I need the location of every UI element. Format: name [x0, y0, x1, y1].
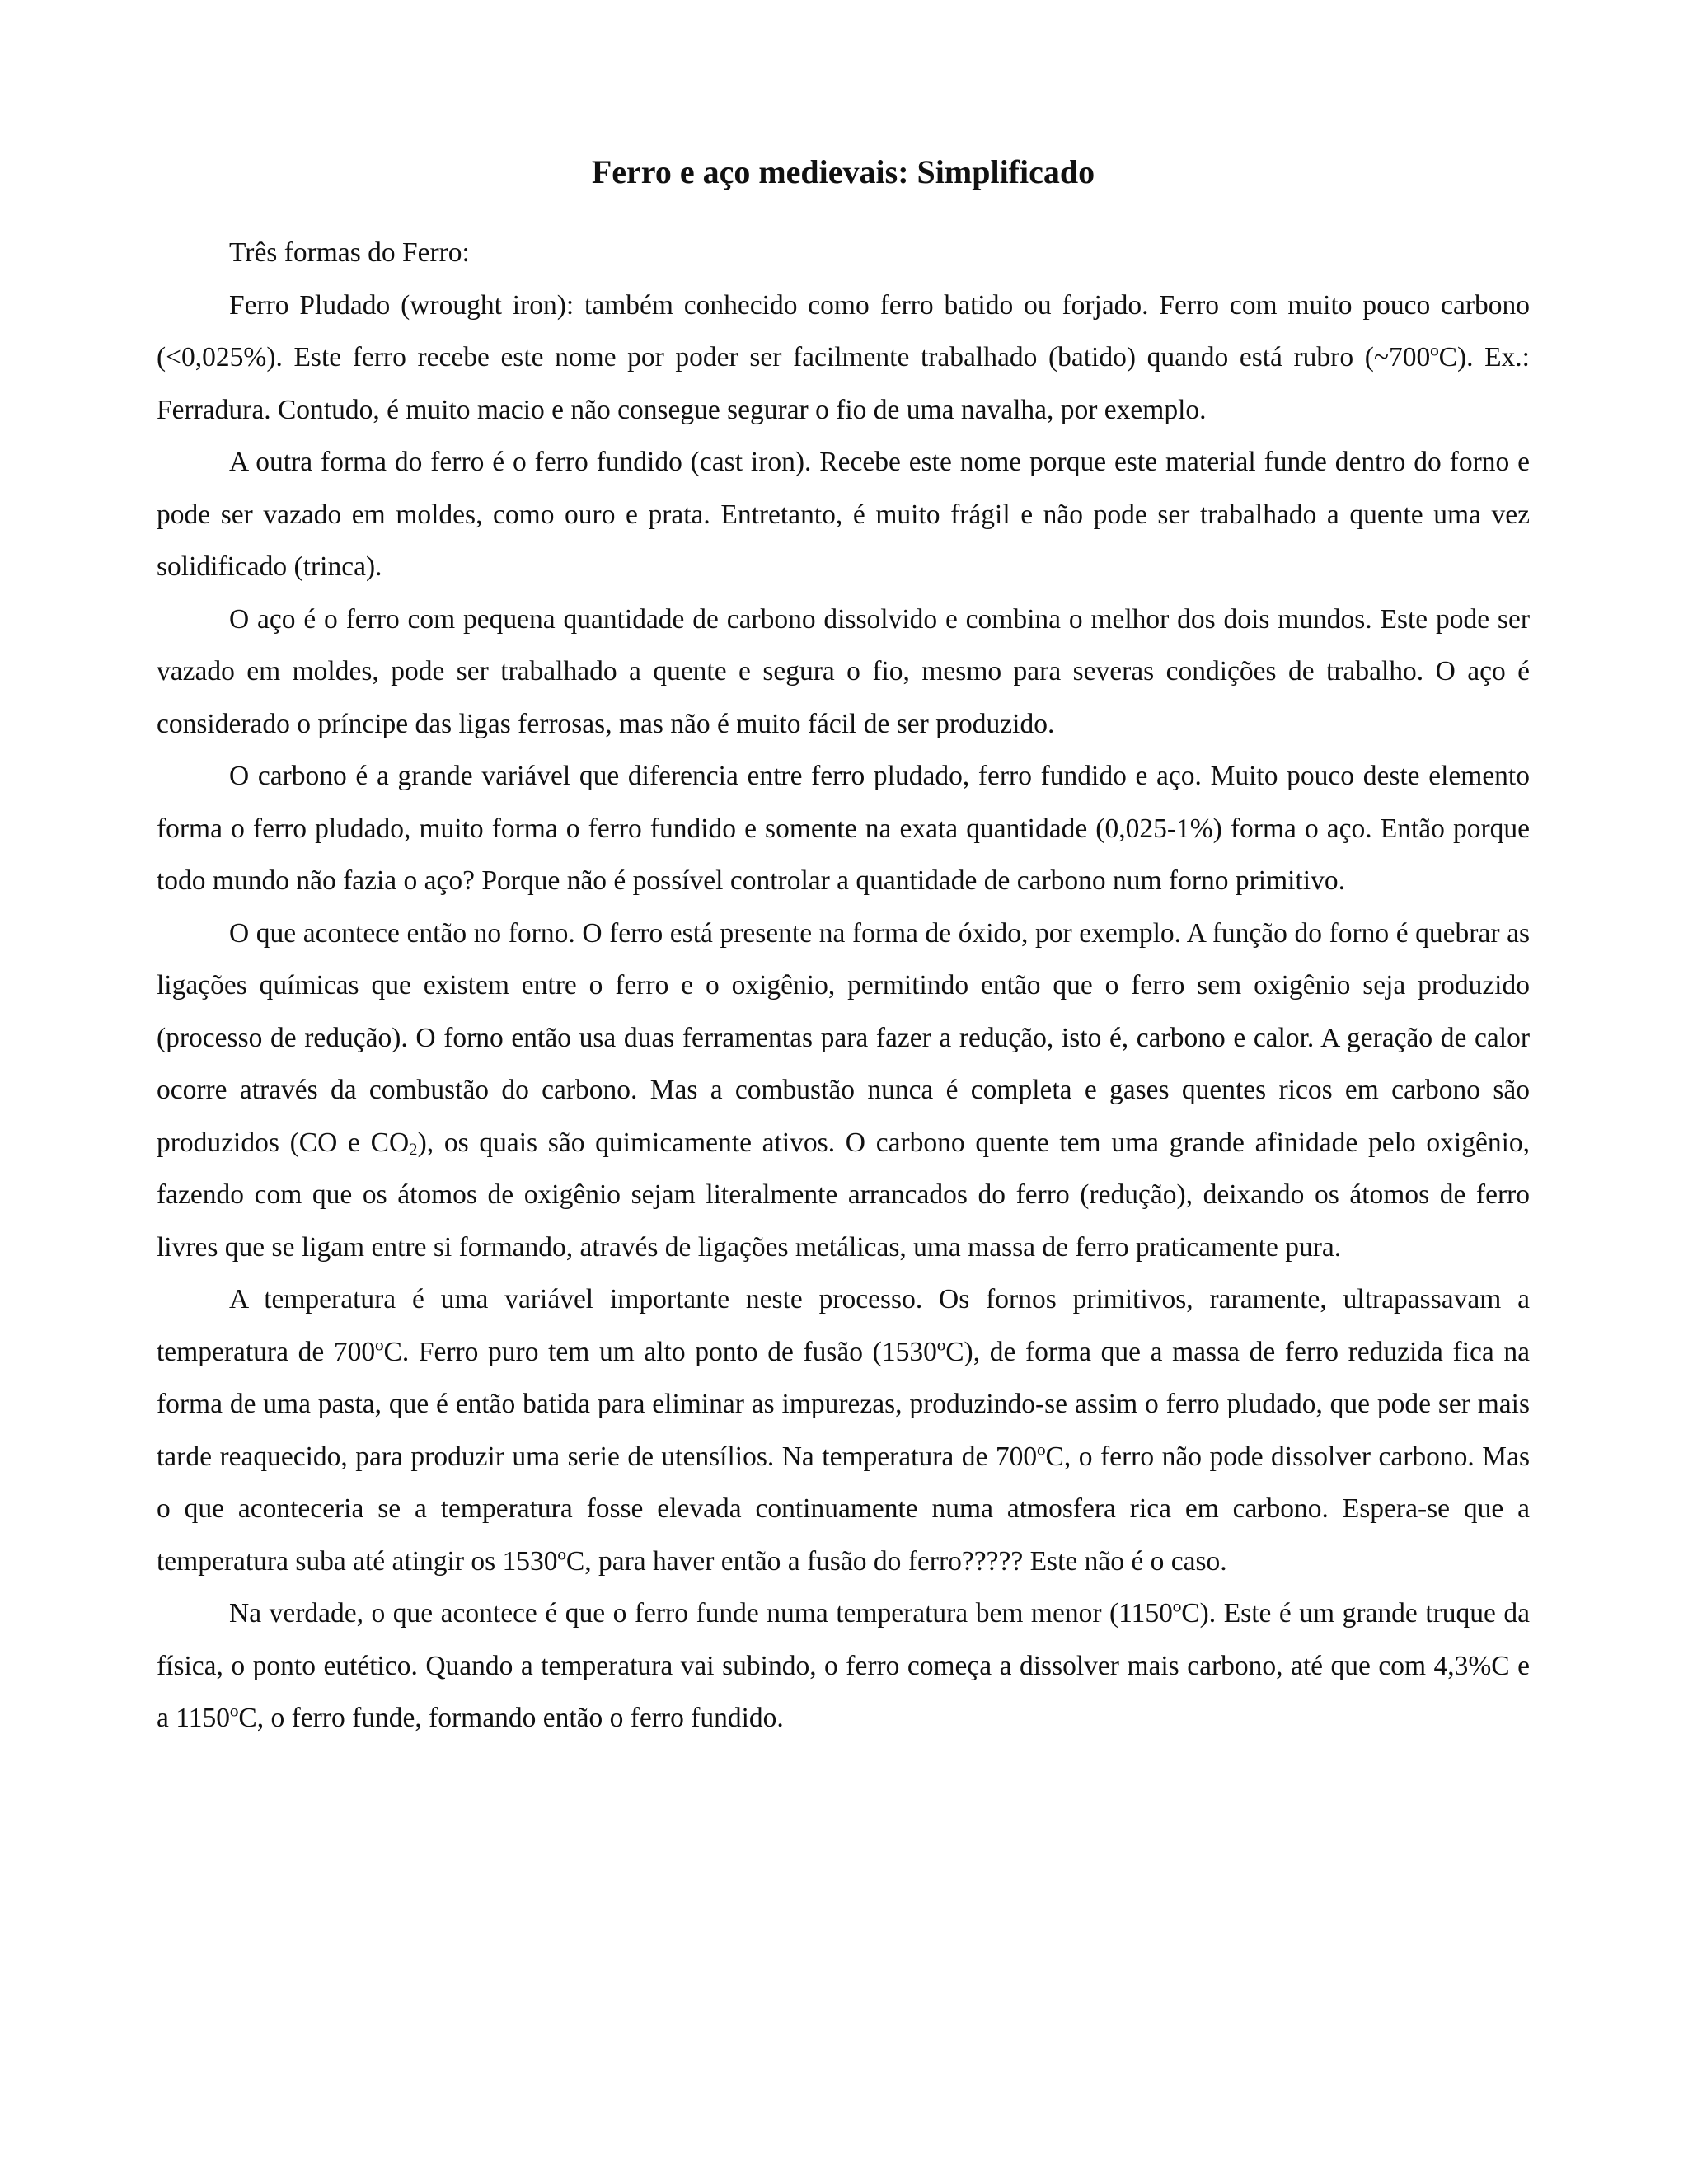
- reduction-text-end: ), os quais são quimicamente ativos. O carbono quente tem uma grande afinidade pelo oxigênio, fazendo com que os átomos de oxigênio sejam literalmente arrancados do ferro (redução), deixando os átomos de ferro livres que se ligam entre si formando, através de ligações metálicas, uma massa de ferro praticamente pura.: [157, 1127, 1530, 1263]
- co2-subscript: 2: [409, 1140, 418, 1160]
- document-title: Ferro e aço medievais: Simplificado: [591, 153, 1095, 190]
- paragraph-eutectic: Na verdade, o que acontece é que o ferro funde numa temperatura bem menor (1150ºC). Este é um grande truque da física, o ponto eutético. Quando a temperatura vai subindo, o ferro começa a dissolver mais carbono, até que com 4,3%C e a 1150ºC, o ferro funde, formando então o ferro fundido.: [157, 1598, 1530, 1733]
- paragraph-steel: O aço é o ferro com pequena quantidade de carbono dissolvido e combina o melhor dos dois mundos. Este pode ser vazado em moldes, pode ser trabalhado a quente e segura o fio, mesmo para severas condições de trabalho. O aço é considerado o príncipe das ligas ferrosas, mas não é muito fácil de ser produzido.: [157, 603, 1530, 739]
- document-page: [157, 152, 1530, 1745]
- paragraph-cast-iron: A outra forma do ferro é o ferro fundido (cast iron). Recebe este nome porque este material funde dentro do forno e pode ser vazado em moldes, como ouro e prata. Entretanto, é muito frágil e não pode ser trabalhado a quente uma vez solidificado (trinca).: [157, 447, 1530, 582]
- intro-paragraph: Três formas do Ferro:: [229, 237, 470, 268]
- paragraph-temperature: A temperatura é uma variável importante neste processo. Os fornos primitivos, raramente, ultrapassavam a temperatura de 700ºC. Ferro puro tem um alto ponto de fusão (1530ºC), de forma que a massa de ferro reduzida fica na forma de uma pasta, que é então batida para eliminar as impurezas, produzindo-se assim o ferro pludado, que pode ser mais tarde reaquecido, para produzir uma serie de utensílios. Na temperatura de 700ºC, o ferro não pode dissolver carbono. Mas o que aconteceria se a temperatura fosse elevada continuamente numa atmosfera rica em carbono. Espera-se que a temperatura suba até atingir os 1530ºC, para haver então a fusão do ferro????? Este não é o caso.: [157, 1284, 1530, 1577]
- document-body: [157, 227, 1530, 1745]
- reduction-text-start: O que acontece então no forno. O ferro está presente na forma de óxido, por exemplo. A função do forno é quebrar as ligações químicas que existem entre o ferro e o oxigênio, permitindo então que o ferro sem oxigênio seja produzido (processo de redução). O forno então usa duas ferramentas para fazer a redução, isto é, carbono e calor. A geração de calor ocorre através da combustão do carbono. Mas a combustão nunca é completa e gases quentes ricos em carbono são produzidos (CO e CO: [157, 917, 1530, 1158]
- paragraph-wrought-iron: Ferro Pludado (wrought iron): também conhecido como ferro batido ou forjado. Ferro com muito pouco carbono (<0,025%). Este ferro recebe este nome por poder ser facilmente trabalhado (batido) quando está rubro (~700ºC). Ex.: Ferradura. Contudo, é muito macio e não consegue segurar o fio de uma navalha, por exemplo.: [157, 289, 1530, 425]
- paragraph-carbon: O carbono é a grande variável que diferencia entre ferro pludado, ferro fundido e aço. Muito pouco deste elemento forma o ferro pludado, muito forma o ferro fundido e somente na exata quantidade (0,025-1%) forma o aço. Então porque todo mundo não fazia o aço? Porque não é possível controlar a quantidade de carbono num forno primitivo.: [157, 761, 1530, 896]
- paragraph-reduction: [157, 907, 1530, 1274]
